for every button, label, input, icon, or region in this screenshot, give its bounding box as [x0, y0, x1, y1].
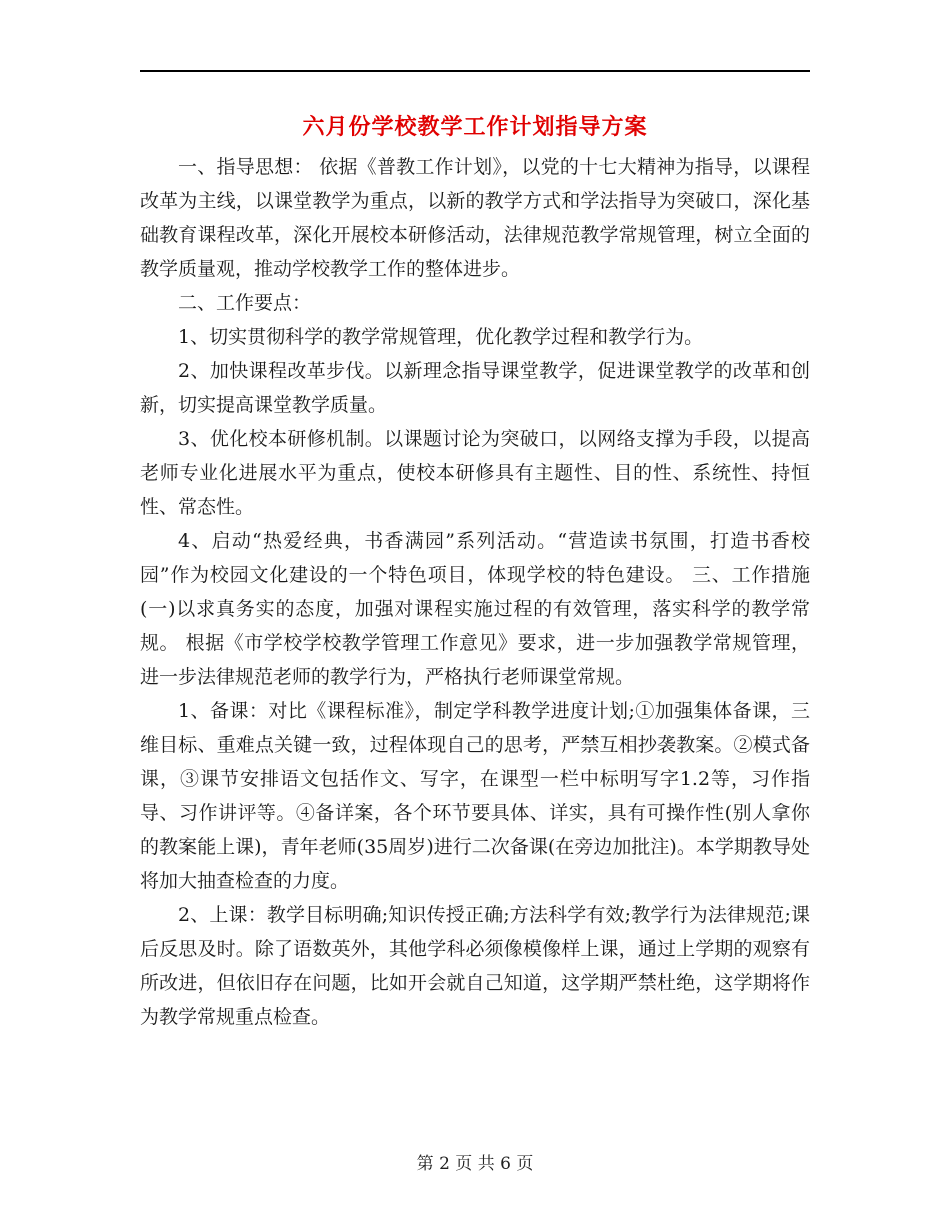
paragraph-work-points-heading: 二、工作要点： — [178, 292, 312, 314]
paragraph-point-4: 4、启动“热爱经典，书香满园”系列活动。“营造读书氛围，打造书香校园”作为校园文化建设的一个特色项目，体现学校的特色建设。 三、工作措施 (一)以求真务实的态度，加强对课程实施过程的有效管理，落实科学的教学常规。 根据《市学校学校教学管理工作意见》要求，进一步加强教学常规管理，进一步法律规范老师的教学行为，严格执行老师课堂常规。 — [140, 530, 810, 688]
document-title: 六月份学校教学工作计划指导方案 — [302, 114, 648, 140]
header-rule — [140, 70, 810, 72]
paragraph-lesson-prep: 1、备课：对比《课程标准》，制定学科教学进度计划;①加强集体备课，三维目标、重难点关键一致，过程体现自己的思考，严禁互相抄袭教案。②模式备课，③课节安排语文包括作文、写字，在课型一栏中标明写字1.2等，习作指导、习作讲评等。④备详案，各个环节要具体、详实，具有可操作性(别人拿你的教案能上课)，青年老师(35周岁)进行二次备课(在旁边加批注)。本学期教导处将加大抽查检查的力度。 — [140, 700, 810, 892]
paragraph-point-3: 3、优化校本研修机制。以课题讨论为突破口，以网络支撑为手段，以提高老师专业化进展水平为重点，使校本研修具有主题性、目的性、系统性、持恒性、常态性。 — [140, 428, 810, 518]
page-number: 第 2 页 共 6 页 — [416, 1154, 534, 1174]
paragraph-point-1: 1、切实贯彻科学的教学常规管理，优化教学过程和教学行为。 — [178, 326, 704, 348]
paragraph-point-2: 2、加快课程改革步伐。以新理念指导课堂教学，促进课堂教学的改革和创新，切实提高课堂教学质量。 — [140, 360, 810, 416]
paragraph-teaching: 2、上课：教学目标明确;知识传授正确;方法科学有效;教学行为法律规范;课后反思及时。除了语数英外，其他学科必须像模像样上课，通过上学期的观察有所改进，但依旧存在问题，比如开会就自己知道，这学期严禁杜绝，这学期将作为教学常规重点检查。 — [140, 904, 810, 1028]
document-body — [140, 150, 810, 1034]
paragraph-guiding-ideology: 一、指导思想： 依据《普教工作计划》，以党的十七大精神为指导，以课程改革为主线，以课堂教学为重点，以新的教学方式和学法指导为突破口，深化基础教育课程改革，深化开展校本研修活动，法律规范教学常规管理，树立全面的教学质量观，推动学校教学工作的整体进步。 — [140, 156, 810, 280]
